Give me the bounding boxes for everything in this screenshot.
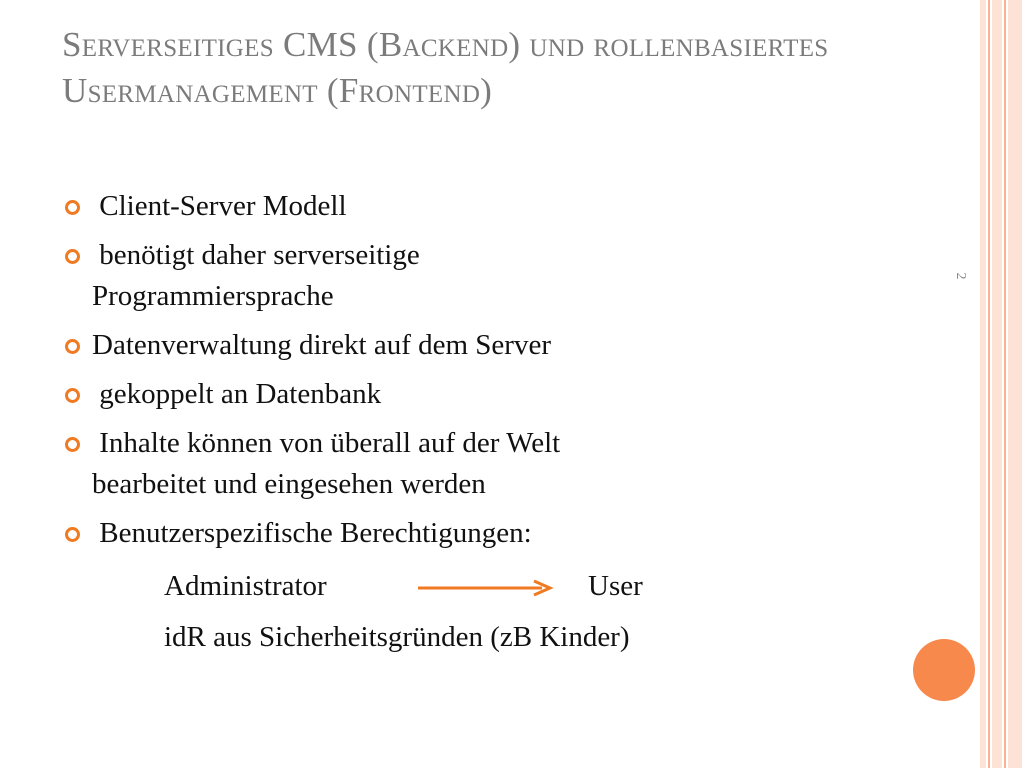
bullet-ring-icon bbox=[65, 249, 80, 264]
role-user: User bbox=[588, 570, 643, 602]
bullet-list bbox=[62, 186, 922, 562]
bullet-text: gekoppelt an Datenbank bbox=[92, 378, 382, 410]
bullet-ring-icon bbox=[65, 200, 80, 215]
bullet-item bbox=[62, 325, 922, 366]
bullet-ring-icon bbox=[65, 437, 80, 452]
bullet-text: Client-Server Modell bbox=[92, 190, 347, 222]
bullet-item bbox=[62, 513, 922, 554]
bullet-text: Benutzerspezifische Berechtigungen: bbox=[92, 517, 532, 549]
slide-title: Serverseitiges CMS (Backend) und rollenbasiertes Usermanagement (Frontend) bbox=[62, 25, 829, 110]
role-note: idR aus Sicherheitsgründen (zB Kinder) bbox=[164, 621, 630, 653]
bullet-text: benötigt daher serverseitige Programmiersprache bbox=[92, 239, 420, 312]
bullet-text: Datenverwaltung direkt auf dem Server bbox=[92, 329, 551, 361]
bullet-item bbox=[62, 374, 922, 415]
bullet-item bbox=[62, 423, 922, 505]
role-administrator: Administrator bbox=[164, 570, 327, 602]
bullet-text: Inhalte können von überall auf der Welt bearbeitet und eingesehen werden bbox=[92, 427, 561, 500]
decorative-circle-icon bbox=[913, 639, 975, 701]
bullet-ring-icon bbox=[65, 527, 80, 542]
bullet-ring-icon bbox=[65, 339, 80, 354]
bullet-item bbox=[62, 235, 922, 317]
bullet-ring-icon bbox=[65, 388, 80, 403]
page-number: 2 bbox=[953, 272, 968, 280]
bullet-item bbox=[62, 186, 922, 227]
right-arrow-icon bbox=[416, 578, 556, 598]
decorative-stripes bbox=[980, 0, 1024, 768]
